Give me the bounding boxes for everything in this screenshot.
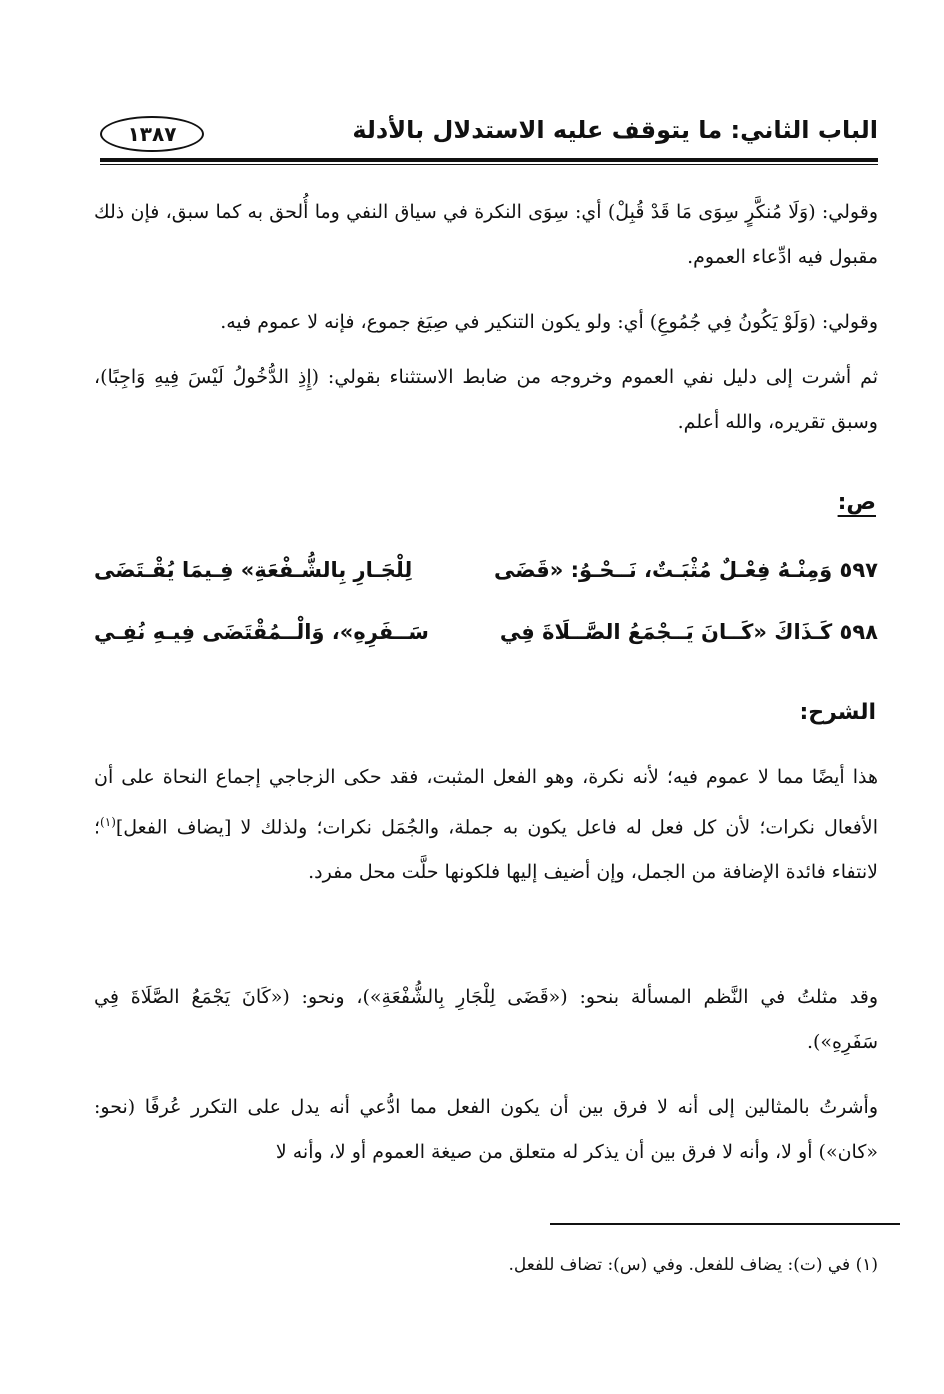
commentary-text: ؛ لانتفاء فائدة الإضافة من الجمل، وإن أضيف إليها فلكونها حلَّت محل مفرد. xyxy=(94,816,878,884)
commentary-paragraph-1 xyxy=(94,755,878,895)
commentary-paragraph-3: وأشرتُ بالمثالين إلى أنه لا فرق بين أن يكون الفعل مما ادُّعي أنه يدل على التكرر عُرفًا (نحو: «كان») أو لا، وأنه لا فرق بين أن يذكر له متعلق من صيغة العموم أو لا، وأنه لا xyxy=(94,1096,878,1163)
commentary-text: هذا أيضًا مما لا عموم فيه؛ لأنه نكرة، وهو الفعل المثبت، فقد حكى الزجاجي إجماع النحاة على أن الأفعال نكرات؛ لأن كل فعل له فاعل يكون به جملة، والجُمَل نكرات؛ ولذلك لا [يضاف الفعل] xyxy=(94,766,878,839)
footnote-separator xyxy=(550,1223,900,1225)
verse-line-598 xyxy=(94,612,878,662)
verse-first-hemistich: ٥٩٧ وَمِنْـهُ فِعْـلٌ مُثْبَـتٌ، نَــحْـوُ: «قَضَى xyxy=(494,558,878,582)
verse-line-597 xyxy=(94,550,878,600)
paragraph-3: ثم أشرت إلى دليل نفي العموم وخروجه من ضابط الاستثناء بقولي: (إِذِ الدُّخُولُ لَيْسَ فِيهِ وَاجِبًا)، وسبق تقريره، والله أعلم. xyxy=(94,366,878,433)
commentary-paragraph-2: وقد مثلتُ في النَّظم المسألة بنحو: («قَضَى لِلْجَارِ بِالشُّفْعَةِ»)، ونحو: («كَانَ يَجْمَعُ الصَّلَاةَ فِي سَفَرِهِ»). xyxy=(94,986,878,1053)
chapter-title: الباب الثاني: ما يتوقف عليه الاستدلال بالأدلة xyxy=(352,116,878,144)
paragraph-1: وقولي: (وَلَا مُنكَّرٍ سِوَى مَا قَدْ قُبِلْ) أي: سِوَى النكرة في سياق النفي وما أُلحق به كما سبق، فإن ذلك مقبول فيه ادِّعاء العموم. xyxy=(94,201,878,268)
header-rule-thick xyxy=(100,158,878,162)
footnote-1: (١) في (ت): يضاف للفعل. وفي (س): تضاف للفعل. xyxy=(508,1255,878,1275)
verse-second-hemistich: سَــفَرِهِ»، وَالْــمُقْتَضَى فِيـهِ نُفِـي xyxy=(94,620,429,644)
verse-second-hemistich: لِلْجَـارِ بِالشُّـفْعَةِ» فِـيمَا يُقْـتَضَى xyxy=(94,558,413,582)
commentary-heading: الشرح: xyxy=(799,700,876,725)
page-number: ١٣٨٧ xyxy=(100,116,204,152)
header-rule-thin xyxy=(100,164,878,165)
page-header xyxy=(100,112,878,160)
verse-first-hemistich: ٥٩٨ كَـذَاكَ «كَــانَ يَــجْمَعُ الصَّــلَاةَ فِي xyxy=(499,620,878,644)
paragraph-2: وقولي: (وَلَوْ يَكُونُ فِي جُمُوعِ) أي: ولو يكون التنكير في صِيَغ جموع، فإنه لا عموم فيه. xyxy=(220,311,878,333)
verse-heading: ص: xyxy=(837,490,876,515)
footnote-reference: (١) xyxy=(100,815,116,829)
